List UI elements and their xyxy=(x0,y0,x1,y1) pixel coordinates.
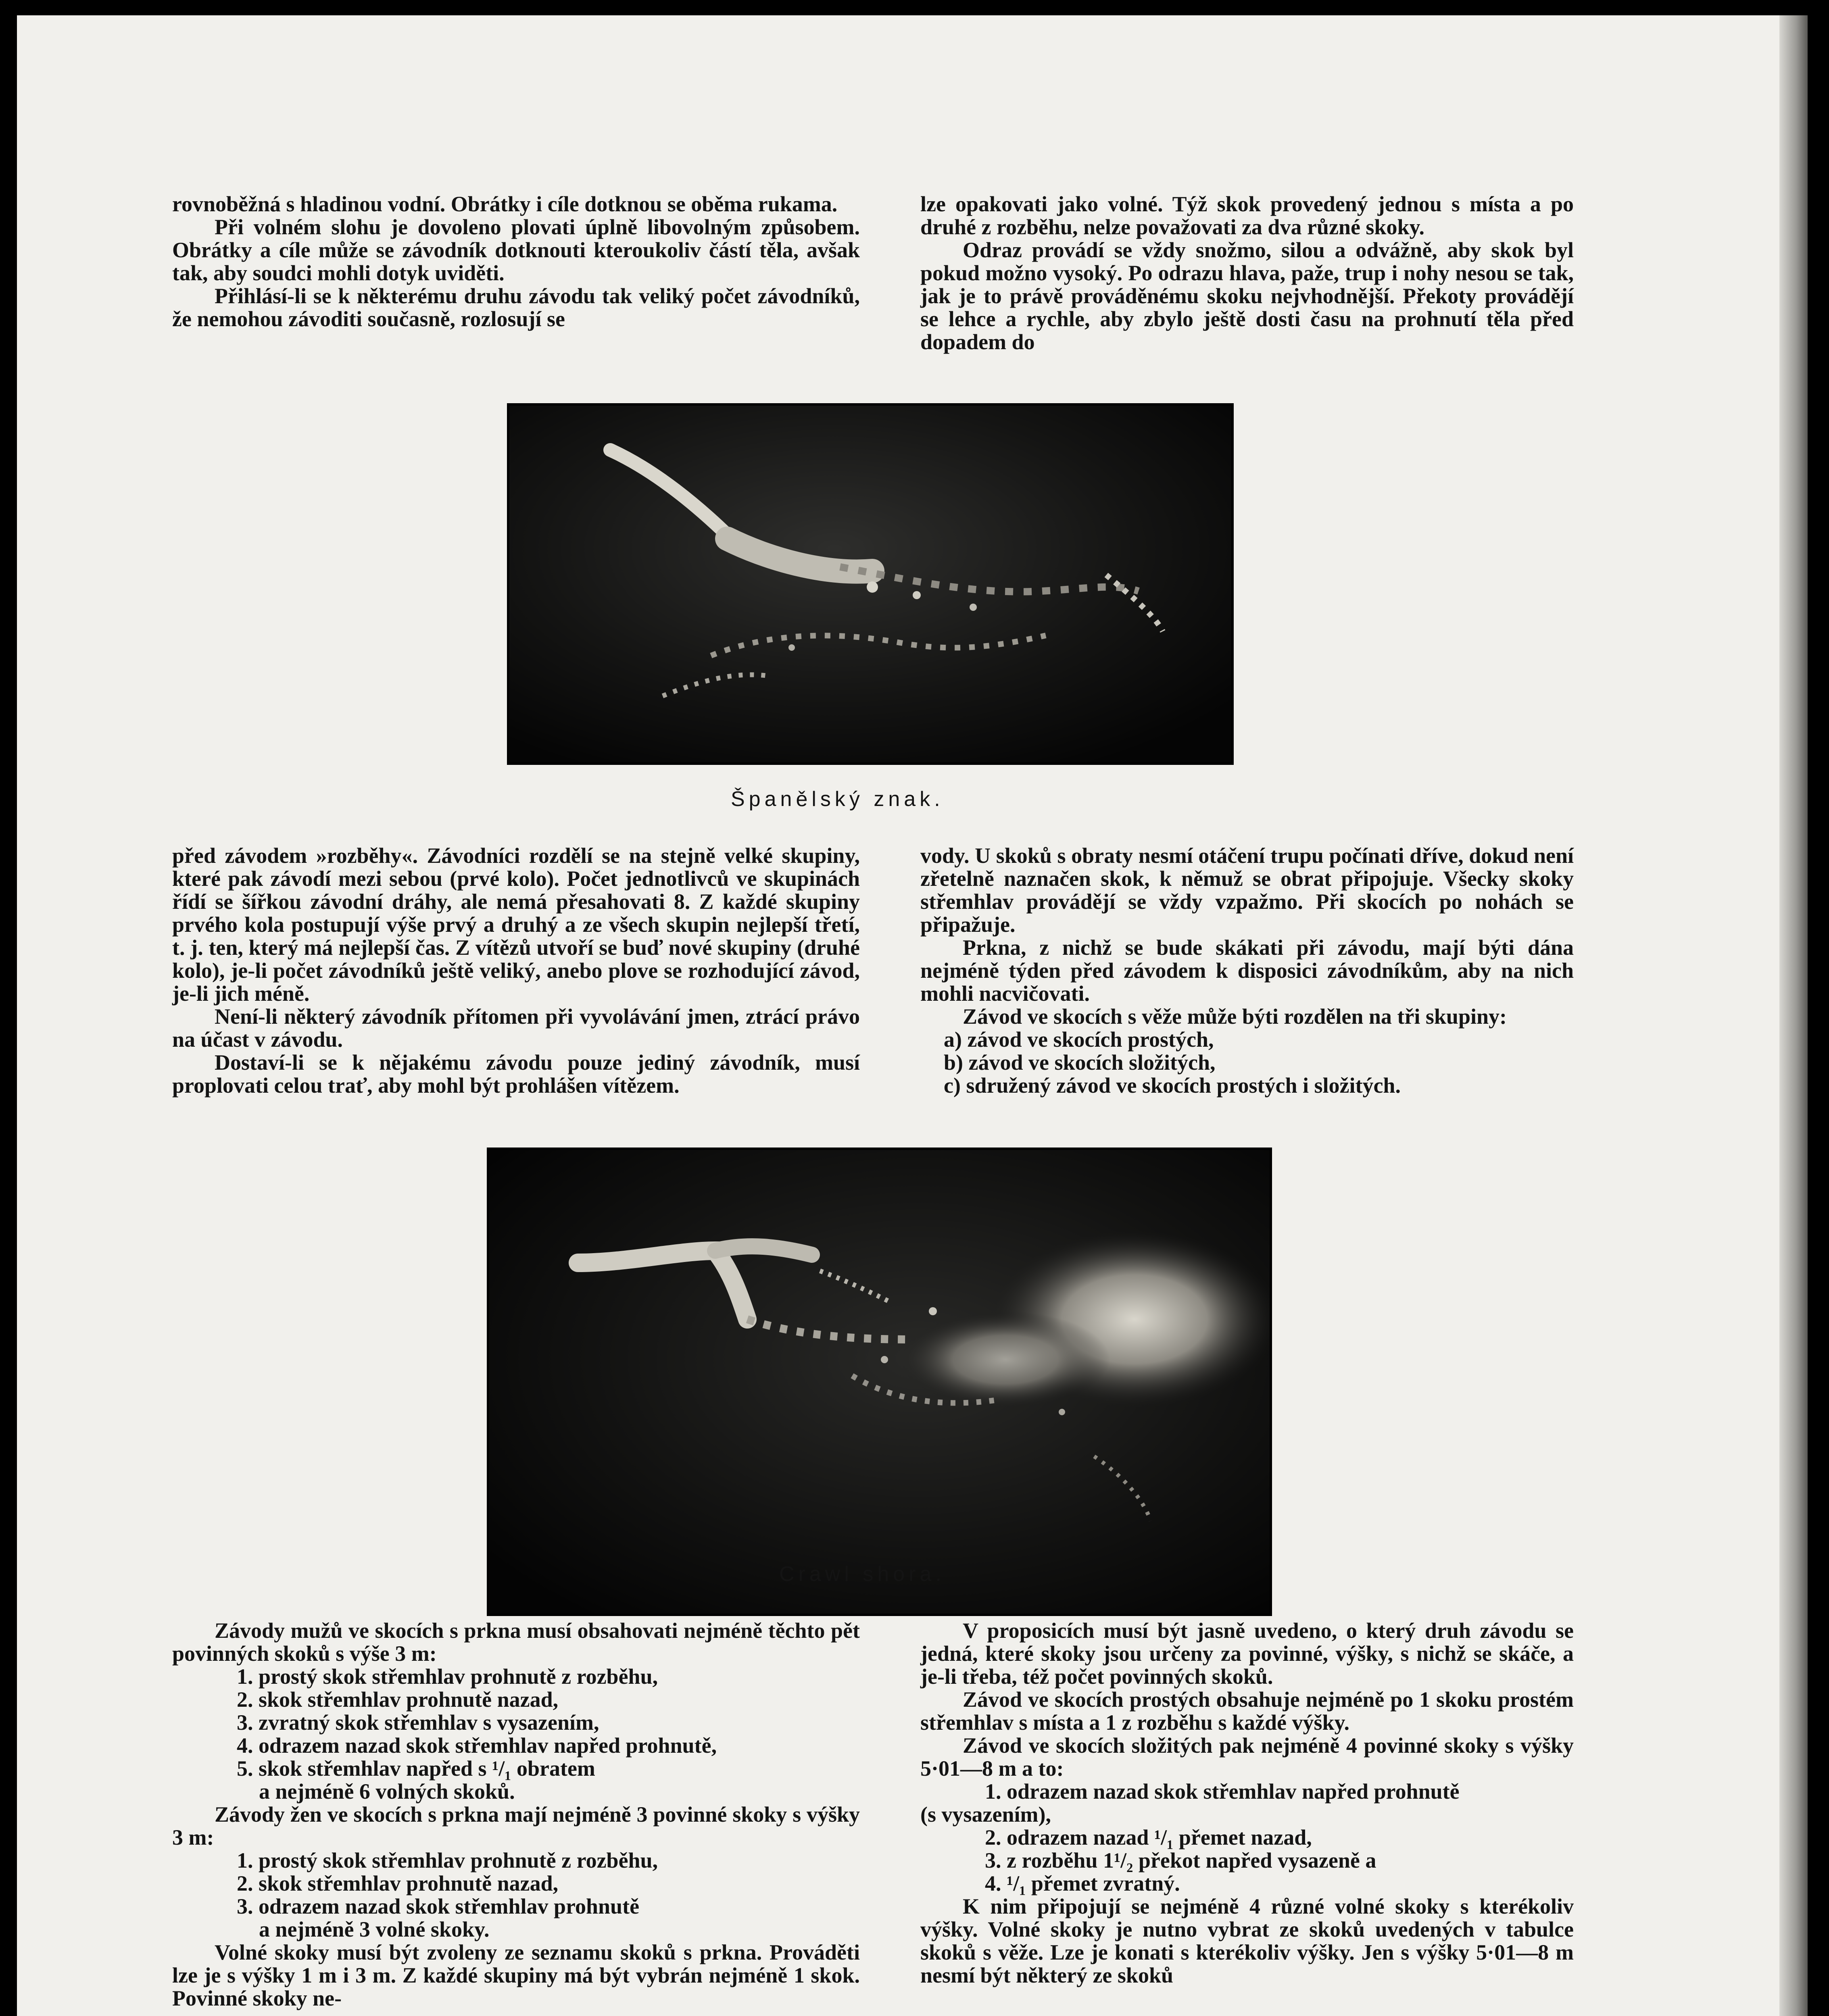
paragraph: vody. U skoků s obraty nesmí otáčení trupu počínati dříve, dokud není zřetelně naznačen skok, k němuž se obrat připojuje. Všecky skoky střemhlav provádějí se vždy vzpažmo. Při skocích po nohách se připažuje. xyxy=(920,843,1574,937)
list-item: 5. skok střemhlav napřed s ¹/₁ obratem xyxy=(237,1756,595,1781)
paragraph: Závody mužů ve skocích s prkna musí obsahovati nejméně těchto pět povinných skoků s výše 3 m: xyxy=(172,1618,860,1666)
paragraph: Přihlásí-li se k některému druhu závodu tak veliký počet závodníků, že nemohou závoditi současně, rozlosují se xyxy=(172,284,860,331)
paragraph: Závod ve skocích složitých pak nejméně 4 povinné skoky s výšky 5·01—8 m a to: xyxy=(920,1733,1574,1781)
paragraph: Odraz provádí se vždy snožmo, silou a odvážně, aby skok byl pokud možno vysoký. Po odrazu hlava, paže, trup i nohy nesou se tak, jak je to právě prováděnému skoku nejvhodnější. Překoty provádějí se lehce a rychle, aby zbylo ještě dosti času na prohnutí těla před dopadem do xyxy=(920,238,1574,354)
list-item: 3. z rozběhu 1¹/₂ překot napřed vysazeně a xyxy=(985,1848,1376,1872)
paragraph: Dostaví-li se k nějakému závodu pouze jediný závodník, musí proplovati celou trať, aby mohl být prohlášen vítězem. xyxy=(172,1050,860,1098)
paragraph: Závod ve skocích prostých obsahuje nejméně po 1 skoku prostém střemhlav s místa a 1 z rozběhu s každé výšky. xyxy=(920,1687,1574,1735)
paragraph: Volné skoky musí být zvoleny ze seznamu skoků s prkna. Prováděti lze je s výšky 1 m i 3 m. Z každé skupiny má být vybrán nejméně 1 skok. Povinné skoky ne- xyxy=(172,1940,860,2010)
photo-crawl xyxy=(487,1148,1272,1616)
list-item: 4. ¹/₁ přemet zvratný. xyxy=(985,1871,1180,1895)
paragraph: Závod ve skocích s věže může býti rozdělen na tři skupiny: xyxy=(963,1004,1507,1029)
mid-left-column xyxy=(172,844,860,1097)
photo-backstroke-image xyxy=(509,406,1231,762)
photo-backstroke xyxy=(507,403,1234,765)
bottom-right-column xyxy=(920,1619,1574,1987)
paragraph: Závody žen ve skocích s prkna mají nejméně 3 povinné skoky s výšky 3 m: xyxy=(172,1802,860,1849)
list-item: 3. odrazem nazad skok střemhlav prohnutě xyxy=(237,1894,640,1918)
paragraph: K nim připojují se nejméně 4 různé volné skoky s kterékoliv výšky. Volné skoky je nutno vybrat ze skoků uvedených v tabulce skoků s věže. Lze je konati s kterékoliv výšky. Jen s výšky 5·01—8 m nesmí být některý ze skoků xyxy=(920,1894,1574,1987)
paragraph: Prkna, z nichž se bude skákati při závodu, mají býti dána nejméně týden před závodem k disposici závodníkům, aby na nich mohli nacvičovati. xyxy=(920,935,1574,1006)
list-item: 1. prostý skok střemhlav prohnutě z rozběhu, xyxy=(237,1664,658,1689)
list-item: 1. prostý skok střemhlav prohnutě z rozběhu, xyxy=(237,1848,658,1872)
list-item: c) sdružený závod ve skocích prostých i složitých. xyxy=(944,1073,1401,1098)
paragraph: Při volném slohu je dovoleno plovati úplně libovolným způsobem. Obrátky a cíle může se závodník dotknouti kteroukoliv částí těla, avšak tak, aby soudci mohli dotyk uviděti. xyxy=(172,215,860,285)
magazine-page xyxy=(17,15,1808,2016)
scan-edge xyxy=(1779,15,1808,2016)
list-item: 1. odrazem nazad skok střemhlav napřed prohnutě xyxy=(985,1779,1460,1804)
photo-crawl-image xyxy=(489,1150,1270,1614)
list-item: a nejméně 6 volných skoků. xyxy=(259,1779,515,1804)
list-item: a nejméně 3 volné skoky. xyxy=(259,1917,490,1941)
list-item: 2. odrazem nazad ¹/₁ přemet nazad, xyxy=(985,1825,1312,1849)
list-item: 3. zvratný skok střemhlav s vysazením, xyxy=(237,1710,599,1735)
bottom-left-column xyxy=(172,1619,860,2010)
top-left-column xyxy=(172,193,860,331)
list-item: 2. skok střemhlav prohnutě nazad, xyxy=(237,1871,559,1895)
photo-crawl-caption: Crawl shora. xyxy=(779,1562,945,1586)
mid-right-column xyxy=(920,844,1574,1097)
list-item: a) závod ve skocích prostých, xyxy=(944,1027,1214,1052)
paragraph: rovnoběžná s hladinou vodní. Obrátky i cíle dotknou se oběma rukama. xyxy=(172,192,838,216)
list-item: b) závod ve skocích složitých, xyxy=(944,1050,1216,1075)
photo-backstroke-caption: Španělský znak. xyxy=(731,787,944,811)
paragraph: před závodem »rozběhy«. Závodníci rozdělí se na stejně velké skupiny, které pak závodí mezi sebou (prvé kolo). Počet jednotlivců ve skupinách řídí se šířkou závodní dráhy, ale nemá přesahovati 8. Z každé skupiny prvého kola postupují výše prvý a druhý a ze všech skupin nejlepší třetí, t. j. ten, který má nejlepší čas. Z vítězů utvoří se buď nové skupiny (druhé kolo), je-li počet závodníků ještě veliký, anebo plove se rozhodující závod, je-li jich méně. xyxy=(172,843,860,1006)
list-item: 4. odrazem nazad skok střemhlav napřed prohnutě, xyxy=(237,1733,717,1758)
paragraph: V proposicích musí být jasně uvedeno, o který druh závodu se jedná, které skoky jsou určeny za povinné, výšky, s nichž se skáče, a je-li třeba, též počet povinných skoků. xyxy=(920,1618,1574,1689)
top-right-column xyxy=(920,193,1574,354)
list-item: (s vysazením), xyxy=(920,1802,1051,1826)
paragraph: lze opakovati jako volné. Týž skok provedený jednou s místa a po druhé z rozběhu, nelze považovati za dva různé skoky. xyxy=(920,192,1574,239)
paragraph: Není-li některý závodník přítomen při vyvolávání jmen, ztrácí právo na účast v závodu. xyxy=(172,1004,860,1052)
list-item: 2. skok střemhlav prohnutě nazad, xyxy=(237,1687,559,1712)
